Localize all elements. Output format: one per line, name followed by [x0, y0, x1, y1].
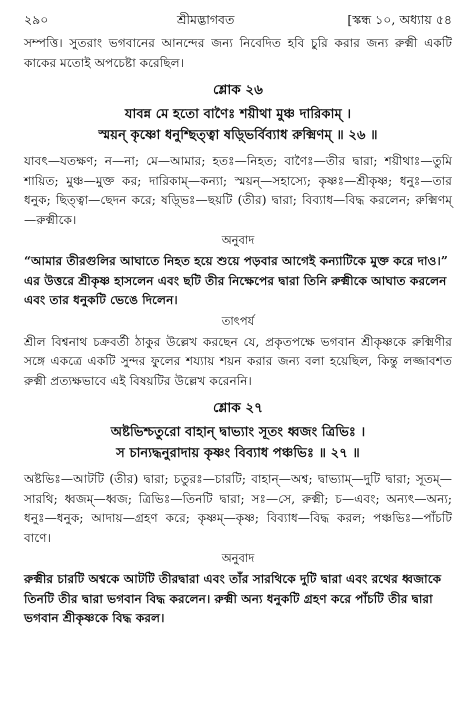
sloka-heading: শ্লোক ২৭: [213, 400, 263, 416]
translation-label: অনুবাদ: [221, 551, 255, 565]
page-header: [24, 12, 452, 34]
intro-paragraph: সম্পত্তি। সুতরাং ভগবানের আনন্দের জন্য নিবেদিত হবি চুরি করার জন্য রুক্মী একটি কাকের মতোই অপচেষ্টা করেছিল।: [24, 36, 452, 70]
verse-line: স্ময়ন্ কৃষ্ণো ধনুশ্ছিত্ত্বা ষড়্ভির্বিব্যাধ রুক্মিণম্ ॥ ২৬ ॥: [98, 128, 378, 143]
purport-text: শ্রীল বিশ্বনাথ চক্রবর্তী ঠাকুর উল্লেখ করছেন যে, প্রকৃতপক্ষে ভগবান শ্রীকৃষ্ণকে রুক্মিণীর সঙ্গে একত্রে একটি সুন্দর ফুলের শয্যায় শয়ন করার জন্য বলা হয়েছিল, কিন্তু লজ্জাবশত রুক্মী প্রত্যক্ষভাবে এই বিষয়টির উল্লেখ করেননি।: [24, 334, 452, 388]
sloka-27: [24, 397, 452, 629]
translation-label: অনুবাদ: [221, 233, 255, 247]
word-meanings: অষ্টভিঃ—আটটি (তীর) দ্বারা; চতুরঃ—চারটি; বাহান্—অশ্ব; দ্বাভ্যাম্—দুটি দ্বারা; সূতম্—সারথি; ধ্বজম্—ধ্বজ; ত্রিভিঃ—তিনটি দ্বারা; সঃ—সে, রুক্মী; চ—এবং; অন্যৎ—অন্য; ধনুঃ—ধনুক; আদায়—গ্রহণ করে; কৃষ্ণম্—কৃষ্ণ; বিব্যাধ—বিদ্ধ করল; পঞ্চভিঃ—পাঁচটি বাণে।: [24, 472, 452, 545]
sloka-heading: শ্লোক ২৬: [213, 82, 263, 98]
verse-line: যাবন্ন মে হতো বাণৈঃ শয়ীথা মুঞ্চ দারিকাম্ ।: [124, 107, 352, 122]
translation-text: রুক্মীর চারটি অশ্বকে আটটি তীরদ্বারা এবং তাঁর সারথিকে দুটি দ্বারা এবং রথের ধ্বজাকে তিনটি তীর দ্বারা ভগবান বিদ্ধ করলেন। রুক্মী অন্য ধনুকটি গ্রহণ করে পাঁচটি তীর দ্বারা ভগবান শ্রীকৃষ্ণকে বিদ্ধ করল।: [24, 572, 442, 625]
word-meanings: যাবৎ—যতক্ষণ; ন—না; মে—আমার; হতঃ—নিহত; বাণৈঃ—তীর দ্বারা; শয়ীথাঃ—তুমি শায়িত; মুঞ্চ—মুক্ত কর; দারিকাম্—কন্যা; স্ময়ন্—সহাস্যে; কৃষ্ণঃ—শ্রীকৃষ্ণ; ধনুঃ—তার ধনুক; ছিত্ত্বা—ছেদন করে; ষড়্ভিঃ—ছয়টি (তীর) দ্বারা; বিব্যাধ—বিদ্ধ করলেন; রুক্মিণম্—রুক্মীকে।: [24, 154, 452, 227]
book-title: শ্রীমদ্ভাগবত: [177, 12, 235, 27]
page-number: ২৯০: [24, 12, 49, 27]
sloka-26: [24, 79, 452, 391]
purport-label: তাৎপর্য: [221, 313, 255, 328]
verse-line: স চান্যদ্ধনুরাদায় কৃষ্ণং বিব্যাধ পঞ্চভিঃ ॥ ২৭ ॥: [116, 446, 360, 461]
translation-text: “আমার তীরগুলির আঘাতে নিহত হয়ে শুয়ে পড়বার আগেই কন্যাটিকে মুক্ত করে দাও।” এর উত্তরে শ্রীকৃষ্ণ হাসলেন এবং ছটি তীর নিক্ষেপের দ্বারা তিনি রুক্মীকে আঘাত করলেন এবং তার ধনুকটি ভেঙে দিলেন।: [24, 254, 448, 307]
section-reference: [স্কন্ধ ১০, অধ্যায় ৫৪: [347, 12, 452, 27]
book-page: [24, 12, 452, 629]
verse-line: অষ্টভিশ্চতুরো বাহান্ দ্বাভ্যাং সূতং ধ্বজং ত্রিভিঃ ।: [110, 425, 366, 440]
